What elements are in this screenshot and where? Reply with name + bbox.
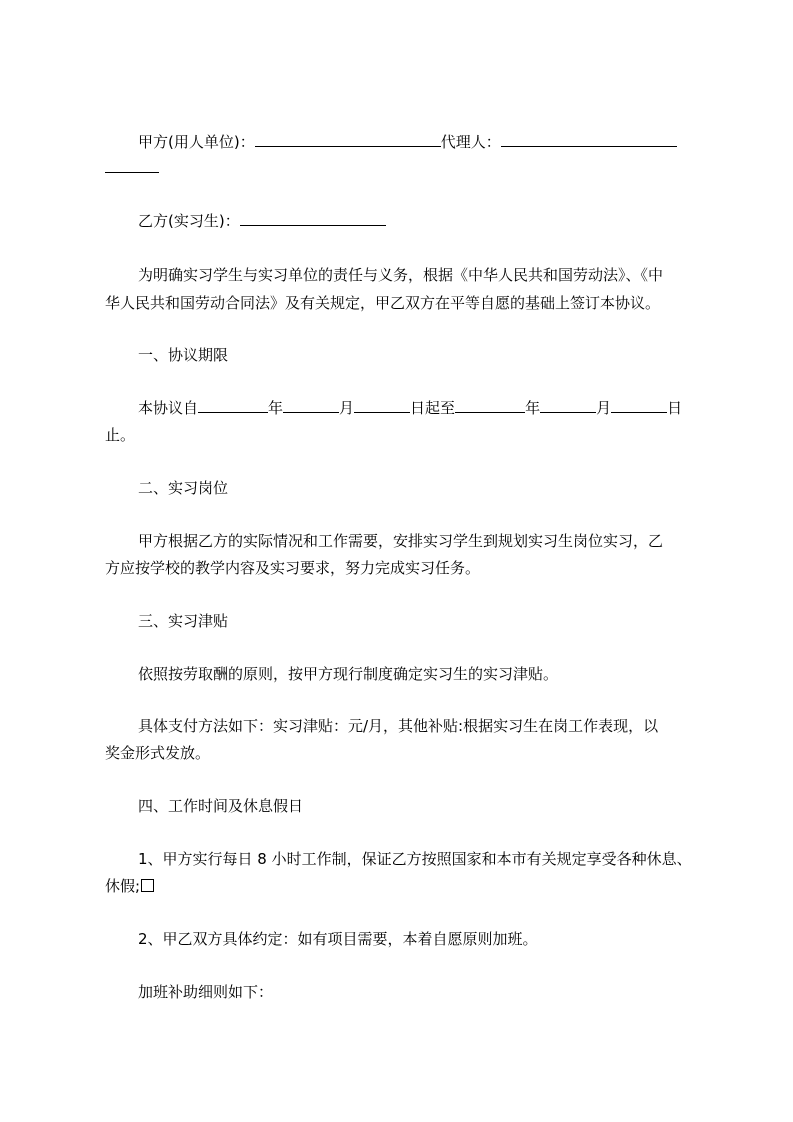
day-blank-2	[611, 398, 667, 413]
party-a-line	[105, 132, 738, 152]
year-blank-1	[198, 398, 268, 413]
agent-label: 代理人：	[440, 133, 501, 151]
section-1-heading: 一、协议期限	[138, 346, 229, 364]
item-1-continuation: 休假;	[105, 877, 141, 895]
section-4-item-3: 加班补助细则如下：	[138, 983, 274, 1001]
intro-line-2: 华人民共和国劳动合同法》及有关规定，甲乙双方在平等自愿的基础上签订本协议。	[105, 294, 661, 312]
intro-line-1: 为明确实习学生与实习单位的责任与义务，根据《中华人民共和国劳动法》、《中	[138, 266, 664, 284]
day-end-label: 日	[667, 399, 683, 417]
section-4-item-2: 2、甲乙双方具体约定：如有项目需要，本着自愿原则加班。	[138, 930, 538, 948]
month-blank-2	[540, 398, 596, 413]
day-blank-1	[354, 398, 410, 413]
year-label-1: 年	[268, 399, 284, 417]
day-from-label: 日起至	[410, 399, 456, 417]
agent-blank-continuation	[105, 158, 705, 178]
month-label-2: 月	[596, 399, 612, 417]
term-start-text: 本协议自	[138, 399, 199, 417]
agent-blank	[501, 132, 677, 147]
year-blank-2	[455, 398, 525, 413]
section-1-term-line-2: 止。	[105, 426, 136, 444]
party-b-blank	[240, 211, 386, 226]
checkbox-icon	[141, 879, 154, 892]
agent-blank-2	[105, 158, 159, 173]
section-1-term-line	[105, 398, 738, 418]
section-2-heading: 二、实习岗位	[138, 479, 229, 497]
section-3-para-2-line-2: 奖金形式发放。	[105, 744, 211, 762]
party-b-line	[105, 211, 738, 231]
section-2-line-2: 方应按学校的教学内容及实习要求，努力完成实习任务。	[105, 559, 481, 577]
party-a-blank	[255, 132, 441, 147]
section-4-item-1-line-2	[105, 876, 705, 896]
section-3-heading: 三、实习津贴	[138, 612, 229, 630]
section-3-para-2-line-1: 具体支付方法如下：实习津贴：元/月，其他补贴:根据实习生在岗工作表现，以	[138, 717, 659, 735]
party-b-label: 乙方(实习生)：	[138, 212, 240, 230]
party-a-label: 甲方(用人单位)：	[138, 133, 255, 151]
section-2-line-1: 甲方根据乙方的实际情况和工作需要，安排实习学生到规划实习生岗位实习，乙	[138, 532, 664, 550]
section-4-heading: 四、工作时间及休息假日	[138, 797, 304, 815]
month-blank-1	[283, 398, 339, 413]
month-label-1: 月	[339, 399, 355, 417]
year-label-2: 年	[525, 399, 541, 417]
section-3-para-1: 依照按劳取酬的原则，按甲方现行制度确定实习生的实习津贴。	[138, 665, 559, 683]
section-4-item-1-line-1: 1、甲方实行每日 8 小时工作制，保证乙方按照国家和本市有关规定享受各种休息、	[138, 850, 692, 868]
